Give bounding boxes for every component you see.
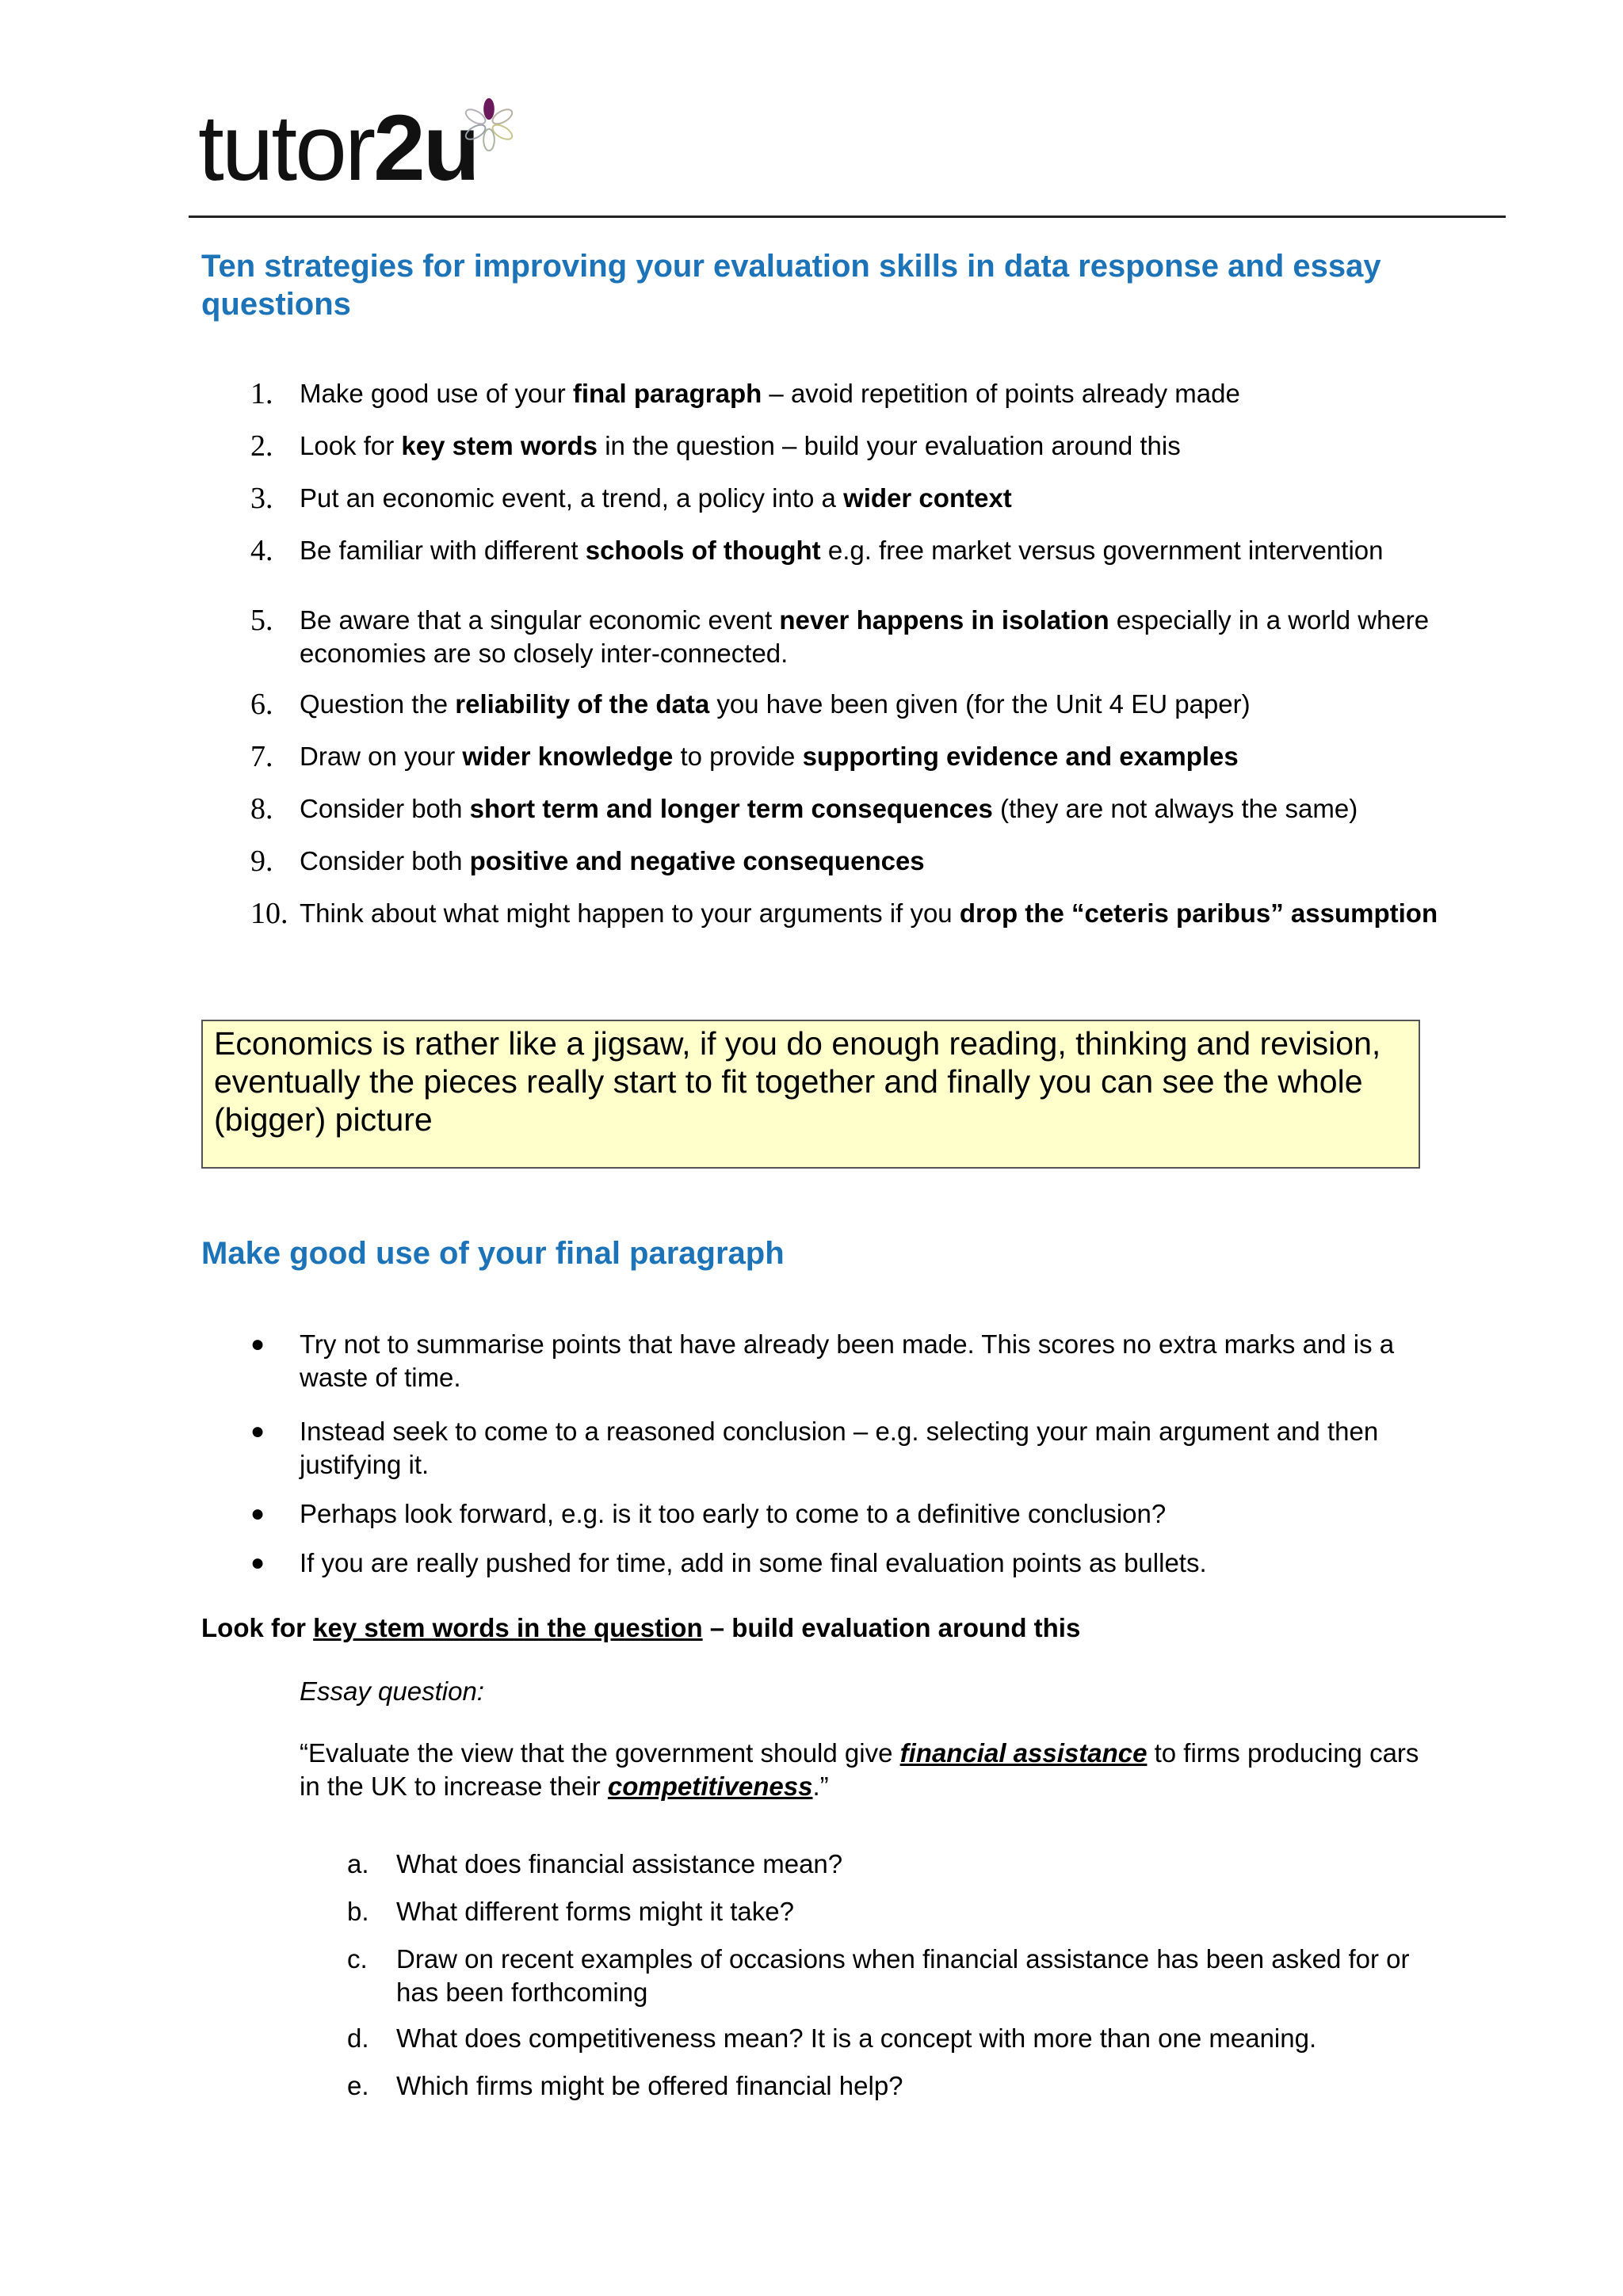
strategy-text-part: Be familiar with different — [300, 536, 586, 565]
essay-text-part: to firms producing cars in the UK to increase their — [300, 1738, 1419, 1801]
strategy-emphasis: wider knowledge — [462, 742, 674, 771]
strategy-text — [300, 482, 1447, 515]
strategy-text-part: Consider both — [300, 794, 470, 823]
sub-question-text: What does competitiveness mean? It is a concept with more than one meaning. — [396, 2023, 1317, 2053]
strategy-text — [300, 792, 1447, 826]
strategy-text-part: Draw on your — [300, 742, 463, 771]
strategy-number: 5. — [250, 604, 273, 637]
strategy-emphasis: final paragraph — [572, 379, 762, 408]
sub-question-text: Draw on recent examples of occasions when financial assistance has been asked for or has been forthcoming — [396, 1944, 1410, 2007]
tutor2u-logo — [198, 96, 478, 200]
sub-question-letter: e. — [347, 2071, 369, 2100]
strategy-emphasis: key stem words — [401, 431, 598, 460]
strategy-emphasis: positive and negative consequences — [469, 846, 925, 875]
bullet-icon: ● — [250, 1550, 265, 1576]
strategy-text-part: e.g. free market versus government intervention — [820, 536, 1384, 565]
strategy-text-part: – avoid repetition of points already made — [762, 379, 1240, 408]
flower-logo-icon — [458, 93, 520, 155]
strategy-emphasis: reliability of the data — [455, 689, 710, 719]
sub-question-letter: d. — [347, 2023, 369, 2053]
logo-text-2u: 2u — [373, 96, 478, 200]
strategy-text-part: Be aware that a singular economic event — [300, 605, 780, 635]
strategy-emphasis: wider context — [843, 483, 1012, 513]
strategy-text — [300, 845, 1447, 878]
essay-question-text — [300, 1737, 1441, 1803]
strategy-text-part: Consider both — [300, 846, 470, 875]
strategy-text — [300, 377, 1447, 410]
essay-text-part: “Evaluate the view that the government should give — [300, 1738, 900, 1768]
jigsaw-quote-box: Economics is rather like a jigsaw, if you do enough reading, thinking and revision, eventually the pieces really start to fit together and finally you can see the whole (bigger) picture — [201, 1020, 1420, 1169]
essay-keyword: financial assistance — [899, 1738, 1148, 1768]
strategy-text — [300, 534, 1447, 567]
strategy-number: 6. — [250, 688, 273, 721]
strategy-number: 10. — [250, 897, 288, 930]
heading-underlined: key stem words in the question — [313, 1613, 703, 1642]
sub-question-text: What different forms might it take? — [396, 1897, 794, 1926]
logo-text-tutor: tutor — [198, 96, 374, 200]
bullet-text: If you are really pushed for time, add in some final evaluation points as bullets. — [300, 1548, 1207, 1577]
heading-prefix: Look for — [201, 1613, 314, 1642]
strategy-text-part: especially in a world where economies are so closely inter-connected. — [300, 605, 1430, 668]
sub-question-text: What does financial assistance mean? — [396, 1849, 843, 1878]
bullet-icon: ● — [250, 1418, 265, 1444]
strategy-emphasis: schools of thought — [585, 536, 821, 565]
strategy-number: 4. — [250, 534, 273, 567]
bullet-text: Instead seek to come to a reasoned conclusion – e.g. selecting your main argument and then justifying it. — [300, 1417, 1379, 1479]
sub-question-letter: a. — [347, 1849, 369, 1878]
bullet-text: Try not to summarise points that have already been made. This scores no extra marks and is a waste of time. — [300, 1329, 1395, 1392]
strategy-text-part: Put an economic event, a trend, a policy into a — [300, 483, 844, 513]
strategy-text — [300, 740, 1447, 773]
page-header — [0, 0, 1623, 222]
strategy-text-part: in the question – build your evaluation around this — [598, 431, 1181, 460]
strategy-text-part: to provide — [673, 742, 803, 771]
strategy-text — [300, 429, 1447, 463]
bullet-icon: ● — [250, 1331, 265, 1357]
section-heading-strategies: Ten strategies for improving your evaluation skills in data response and essay questions — [201, 249, 1381, 322]
bullet-icon: ● — [250, 1501, 265, 1527]
strategy-emphasis: never happens in isolation — [779, 605, 1109, 635]
strategy-number: 7. — [250, 740, 273, 773]
strategy-text — [300, 604, 1447, 670]
heading-suffix: – build evaluation around this — [702, 1613, 1081, 1642]
strategy-text — [300, 897, 1447, 930]
bullet-text: Perhaps look forward, e.g. is it too early to come to a definitive conclusion? — [300, 1499, 1167, 1528]
sub-question-letter: b. — [347, 1897, 369, 1926]
strategy-number: 3. — [250, 482, 273, 515]
strategy-text-part: you have been given (for the Unit 4 EU paper) — [709, 689, 1251, 719]
sub-question-text: Which firms might be offered financial help? — [396, 2071, 903, 2100]
essay-question-label: Essay question: — [300, 1676, 484, 1706]
essay-text-part: .” — [812, 1772, 829, 1801]
sub-question-letter: c. — [347, 1944, 368, 1974]
strategy-text-part: Make good use of your — [300, 379, 573, 408]
section-heading-key-stem-words — [201, 1611, 1080, 1645]
strategy-number: 1. — [250, 377, 273, 410]
strategy-number: 2. — [250, 429, 273, 463]
strategy-text-part: Think about what might happen to your arguments if you — [300, 898, 960, 928]
essay-keyword: competitiveness — [607, 1772, 813, 1801]
strategy-text-part: (they are not always the same) — [992, 794, 1358, 823]
strategy-number: 9. — [250, 845, 273, 878]
strategy-text-part: Question the — [300, 689, 456, 719]
strategy-text-part: Look for — [300, 431, 402, 460]
section-heading-final-paragraph: Make good use of your final paragraph — [201, 1236, 785, 1271]
header-divider — [189, 215, 1506, 218]
strategy-number: 8. — [250, 792, 273, 826]
strategy-text — [300, 688, 1447, 721]
strategy-emphasis: drop the “ceteris paribus” assumption — [959, 898, 1438, 928]
strategy-emphasis: short term and longer term consequences — [469, 794, 993, 823]
strategy-emphasis: supporting evidence and examples — [802, 742, 1239, 771]
